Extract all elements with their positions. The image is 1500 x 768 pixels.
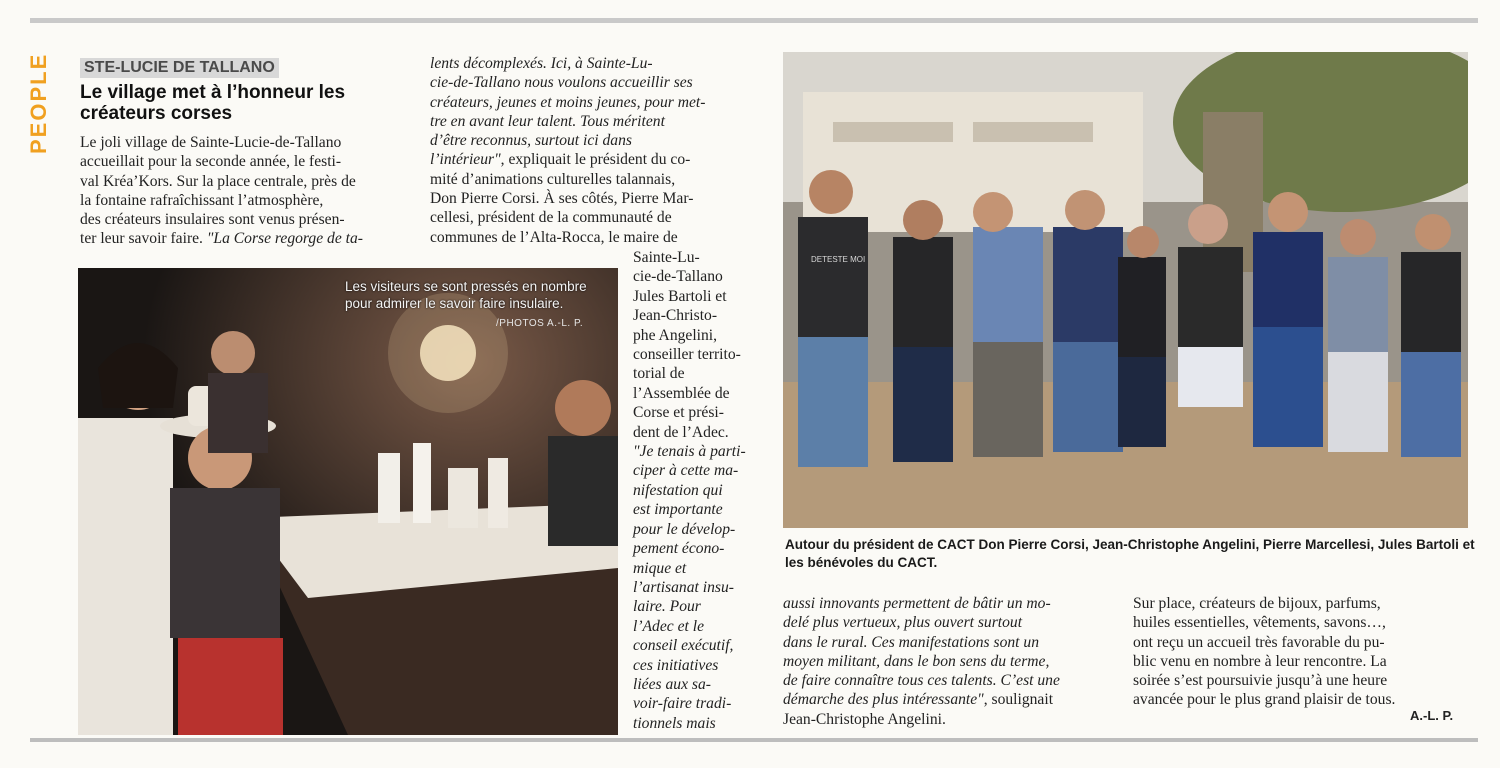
column1-line: val Kréa’Kors. Sur la place centrale, près de bbox=[80, 172, 356, 190]
column1-line: la fontaine rafraîchissant l’atmosphère, bbox=[80, 191, 324, 209]
column4-line: Sur place, créateurs de bijoux, parfums, bbox=[1133, 595, 1381, 612]
narrow-quote-line: "Je tenais à parti- bbox=[633, 443, 746, 461]
column2-quote-line: cie-de-Tallano nous voulons accueillir ses bbox=[430, 74, 693, 92]
column2-line: cellesi, président de la communauté de bbox=[430, 209, 672, 227]
narrow-quote-line: l’artisanat insu- bbox=[633, 578, 734, 596]
narrow-quote-line: ciper à cette ma- bbox=[633, 462, 739, 480]
column1-line: des créateurs insulaires sont venus présen- bbox=[80, 211, 345, 229]
column2-line: Don Pierre Corsi. À ses côtés, Pierre Mar- bbox=[430, 190, 694, 208]
article-headline: Le village met à l’honneur les créateurs corses bbox=[80, 82, 346, 124]
column2-quote-line: tre en avant leur talent. Tous méritent bbox=[430, 112, 665, 130]
narrow-quote-line: laire. Pour bbox=[633, 598, 701, 616]
column4-line: blic venu en nombre à leur rencontre. La bbox=[1133, 652, 1387, 670]
narrow-line: phe Angelini, bbox=[633, 326, 718, 344]
narrow-line: conseiller territo- bbox=[633, 346, 741, 364]
column4-line: ont reçu un accueil très favorable du pu- bbox=[1133, 633, 1385, 651]
column3-mixed-italic: démarche des plus intéressante" bbox=[783, 691, 984, 709]
narrow-line: cie-de-Tallano bbox=[633, 268, 723, 286]
narrow-line: Jean-Christo- bbox=[633, 307, 718, 325]
narrow-quote-line: voir-faire tradi- bbox=[633, 695, 732, 713]
narrow-line: Corse et prési- bbox=[633, 404, 724, 422]
column4-line: huiles essentielles, vêtements, savons…, bbox=[1133, 614, 1386, 632]
narrow-quote-line: pour le dévelop- bbox=[633, 520, 736, 538]
column1-line: accueillait pour la seconde année, le festi- bbox=[80, 153, 342, 171]
narrow-line: dent de l’Adec. bbox=[633, 423, 729, 441]
photo-group-illustration bbox=[783, 52, 1468, 528]
narrow-quote-line: ces initiatives bbox=[633, 656, 719, 674]
column1-line: Le joli village de Sainte-Lucie-de-Tallano bbox=[80, 134, 342, 151]
narrow-quote-line: l’Adec et le bbox=[633, 617, 704, 635]
photo-visitors-stall bbox=[78, 268, 618, 735]
narrow-line: Jules Bartoli et bbox=[633, 287, 727, 305]
top-rule bbox=[30, 18, 1478, 23]
column2-mixed-plain: , expliquait le président du co- bbox=[500, 151, 691, 169]
column3-line: Jean-Christophe Angelini. bbox=[783, 710, 946, 728]
column2-line: mité d’animations culturelles talannais, bbox=[430, 170, 676, 188]
tshirt-text: DETESTE MOI bbox=[811, 255, 866, 264]
narrow-quote-line: conseil exécutif, bbox=[633, 637, 734, 655]
column1-line bbox=[80, 229, 410, 248]
column2-line: communes de l’Alta-Rocca, le maire de bbox=[430, 228, 678, 246]
photo-visitors-illustration bbox=[78, 268, 618, 735]
article-kicker: STE-LUCIE DE TALLANO bbox=[80, 58, 279, 78]
narrow-quote-line: mique et bbox=[633, 559, 687, 577]
section-label-people: PEOPLE bbox=[26, 52, 51, 154]
narrow-line: Sainte-Lu- bbox=[633, 249, 700, 266]
narrow-line: torial de bbox=[633, 365, 685, 383]
narrow-quote-line: pement écono- bbox=[633, 540, 725, 558]
photo2-caption: Autour du président de CACT Don Pierre Corsi, Jean-Christophe Angelini, Pierre Marcellesi, Jules Bartoli et les bénévoles du CACT. bbox=[785, 537, 1475, 570]
narrow-quote-line: est importante bbox=[633, 501, 723, 519]
column3-quote-line: de faire connaître tous ces talents. C’est une bbox=[783, 672, 1060, 690]
column3-quote-line: delé plus vertueux, plus ouvert surtout bbox=[783, 614, 1023, 632]
column4-line: avancée pour le plus grand plaisir de tous. bbox=[1133, 691, 1396, 709]
narrow-quote-line: tionnels mais bbox=[633, 714, 716, 732]
column1-last-plain: ter leur savoir faire. bbox=[80, 230, 207, 248]
photo1-credit: /PHOTOS A.-L. P. bbox=[496, 318, 584, 329]
column3-quote-line: aussi innovants permettent de bâtir un mo- bbox=[783, 595, 1051, 612]
photo-group bbox=[783, 52, 1468, 528]
article-column-4 bbox=[1133, 594, 1463, 710]
narrow-quote-line: liées aux sa- bbox=[633, 675, 711, 693]
column3-mixed-plain: , soulignait bbox=[983, 691, 1054, 709]
column1-last-italic: "La Corse regorge de ta- bbox=[206, 230, 363, 248]
column2-mixed-italic: l’intérieur" bbox=[430, 151, 501, 169]
narrow-line: l’Assemblée de bbox=[633, 384, 730, 402]
article-column-3 bbox=[783, 594, 1113, 729]
article-column-2 bbox=[430, 54, 742, 247]
article-column-1 bbox=[80, 133, 410, 249]
author-signature: A.-L. P. bbox=[1410, 708, 1454, 723]
column4-line: soirée s’est poursuivie jusqu’à une heure bbox=[1133, 672, 1388, 690]
column2-quote-line: créateurs, jeunes et moins jeunes, pour met- bbox=[430, 93, 706, 111]
column2-quote-line: lents décomplexés. Ici, à Sainte-Lu- bbox=[430, 55, 653, 72]
column2-line bbox=[430, 150, 742, 169]
photo1-caption: Les visiteurs se sont pressés en nombre pour admirer le savoir faire insulaire. bbox=[345, 279, 587, 311]
column3-line bbox=[783, 690, 1113, 709]
column3-quote-line: moyen militant, dans le bon sens du terme, bbox=[783, 652, 1050, 670]
column3-quote-line: dans le rural. Ces manifestations sont un bbox=[783, 633, 1040, 651]
bottom-rule bbox=[30, 738, 1478, 742]
column2-quote-line: d’être reconnus, surtout ici dans bbox=[430, 132, 632, 150]
article-column-2-narrow bbox=[633, 248, 751, 733]
narrow-quote-line: nifestation qui bbox=[633, 481, 723, 499]
